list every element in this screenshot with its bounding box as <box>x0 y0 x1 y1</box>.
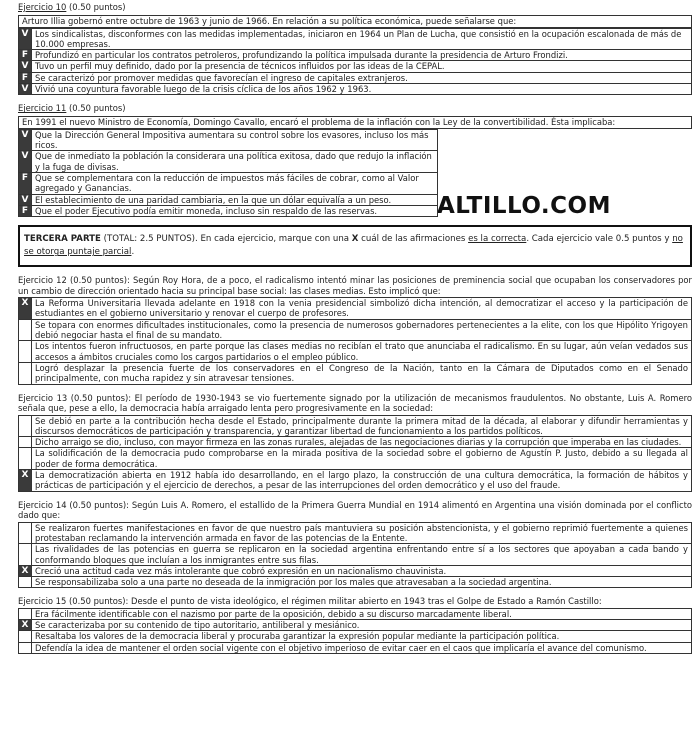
exercise-13-question: (0.50 puntos): El período de 1930-1943 se vio fuertemente signado por la utilización de mecanismos fraudulentos. No obstante, Luis A. Romero señala que, pese a ello, la democracia había arraigado lenta pero progresivamente en la sociedad: <box>18 392 692 414</box>
table-row <box>19 415 692 437</box>
answer-mark[interactable] <box>19 341 32 363</box>
answer-mark[interactable] <box>19 415 32 437</box>
option-text: Los sindicalistas, disconformes con las medidas implementadas, iniciaron en 1964 un Plan de Lucha, que consistió en la ocupación escalonada de más de 10.000 empresas. <box>32 28 692 50</box>
option-text: Tuvo un perfil muy definido, dado por la presencia de técnicos influidos por las ideas de la CEPAL. <box>32 61 692 72</box>
table-row <box>19 194 438 205</box>
table-row <box>19 620 692 631</box>
table-row <box>19 205 438 216</box>
answer-mark[interactable]: V <box>19 83 32 94</box>
table-row <box>19 608 692 619</box>
answer-mark[interactable]: V <box>19 194 32 205</box>
option-text: Dicho arraigo se dio, incluso, con mayor firmeza en las zonas rurales, alejadas de las negociaciones diarias y la corrupción que imperaba en las ciudades. <box>32 437 692 448</box>
answer-mark[interactable]: F <box>19 50 32 61</box>
option-text: Se caracterizó por promover medidas que favorecían el ingreso de capitales extranjeros. <box>32 72 692 83</box>
exercise-14-question: (0.50 puntos): Según Luis A. Romero, el estallido de la Primera Guerra Mundial en 1914 alimentó en Argentina una visión dominada por el conflicto dado que: <box>18 499 692 521</box>
tercera-parte-title: TERCERA PARTE <box>24 234 101 245</box>
table-row <box>19 341 692 363</box>
exercise-15-label: Ejercicio 15 <box>18 596 67 607</box>
answer-mark[interactable] <box>19 448 32 470</box>
option-text: Se responsabilizaba solo a una parte no deseada de la inmigración por los males que atravesaban a la sociedad argentina. <box>32 577 692 588</box>
option-text: Logró desplazar la presencia fuerte de los conservadores en el Congreso de la Nación, tanto en la Cámara de Diputados como en el Senado principalmente, con mucha rapidez y sin atravesar tensiones. <box>32 362 692 384</box>
option-text: Se caracterizaba por su contenido de tipo autoritario, antiliberal y mesiánico. <box>32 620 692 631</box>
exercise-10 <box>18 2 692 95</box>
exercise-15-options <box>18 608 692 654</box>
answer-mark[interactable]: V <box>19 61 32 72</box>
table-row <box>19 362 692 384</box>
table-row <box>19 151 438 173</box>
exercise-11-intro: En 1991 el nuevo Ministro de Economía, Domingo Cavallo, encaró el problema de la inflación con la Ley de la convertibilidad. Ésta implicaba: <box>18 116 692 129</box>
exercise-12-label: Ejercicio 12 <box>18 275 67 286</box>
table-row <box>19 129 438 151</box>
answer-mark[interactable]: F <box>19 205 32 216</box>
option-text: Profundizó en particular los contratos petroleros, profundizando la política impulsada durante la presidencia de Arturo Frondizi. <box>32 50 692 61</box>
table-row <box>19 172 438 194</box>
option-text: Resaltaba los valores de la democracia liberal y procuraba garantizar la expresión popular mediante la participación política. <box>32 631 692 642</box>
answer-mark[interactable]: F <box>19 72 32 83</box>
exercise-13 <box>18 393 692 492</box>
answer-mark[interactable]: V <box>19 28 32 50</box>
exercise-14-options <box>18 522 692 589</box>
answer-mark[interactable]: V <box>19 129 32 151</box>
exercise-14-label: Ejercicio 14 <box>18 499 67 510</box>
answer-mark[interactable]: X <box>19 565 32 576</box>
option-text: Que se complementara con la reducción de impuestos más fáciles de cobrar, como al Valor agregado y Ganancias. <box>32 172 438 194</box>
table-row <box>19 544 692 566</box>
answer-mark[interactable] <box>19 362 32 384</box>
option-text: Se topara con enormes dificultades institucionales, como la presencia de numerosos gobernadores pertenecientes a la elite, con los que Hipólito Yrigoyen debió negociar hasta el final de su mandato. <box>32 319 692 341</box>
option-text: La solidificación de la democracia pudo comprobarse en la mirada positiva de la sociedad sobre el gobierno de Agustín P. Justo, debido a su llegada al poder de forma democrática. <box>32 448 692 470</box>
exercise-10-label: Ejercicio 10 <box>18 2 67 12</box>
table-row <box>19 470 692 492</box>
answer-mark[interactable] <box>19 577 32 588</box>
exercise-11-options <box>18 129 438 217</box>
table-row <box>19 448 692 470</box>
exercise-14 <box>18 500 692 589</box>
answer-mark[interactable] <box>19 631 32 642</box>
table-row <box>19 72 692 83</box>
option-text: Las rivalidades de las potencias en guerra se replicaron en la sociedad argentina enfrentando entre sí a los sectores que apoyaban a cada bando y conformando bloques que incluían a los inmigrantes entre sus filas. <box>32 544 692 566</box>
answer-mark[interactable] <box>19 522 32 544</box>
option-text: El establecimiento de una paridad cambiaria, en la que un dólar equivalía a un peso. <box>32 194 438 205</box>
exercise-12 <box>18 275 692 384</box>
option-text: Que el poder Ejecutivo podía emitir moneda, incluso sin respaldo de las reservas. <box>32 205 438 216</box>
option-text: Se debió en parte a la contribución hecha desde el Estado, principalmente durante la primera mitad de la década, al elaborar y difundir herramientas y discursos democráticos de participación y transparencia, y garantizar libertad de funcionamiento a los partidos políticos. <box>32 415 692 437</box>
option-text: Era fácilmente identificable con el nazismo por parte de la oposición, debido a su discurso marcadamente liberal. <box>32 608 692 619</box>
exercise-15 <box>18 596 692 654</box>
exercise-10-intro: Arturo Illia gobernó entre octubre de 1963 y junio de 1966. En relación a su política económica, puede señalarse que: <box>18 15 692 28</box>
exercise-10-options <box>18 28 692 96</box>
answer-mark[interactable] <box>19 608 32 619</box>
table-row <box>19 50 692 61</box>
table-row <box>19 642 692 653</box>
option-text: La Reforma Universitaria llevada adelante en 1918 con la venia presidencial simbolizó dicha intención, al democratizar el acceso y la participación de estudiantes en el gobierno universitario y renovar el cuerpo de profesores. <box>32 298 692 320</box>
option-text: Se realizaron fuertes manifestaciones en favor de que nuestro país mantuviera su posición abstencionista, y el gobierno reprimió fuertemente a quienes protestaban reclamando la intervención armada en favor de las potencias de la Entente. <box>32 522 692 544</box>
exam-page <box>18 2 692 662</box>
answer-mark[interactable] <box>19 437 32 448</box>
exercise-12-question: (0.50 puntos): Según Roy Hora, de a poco, el radicalismo intentó minar las posiciones de preminencia social que ocupaban los conservadores por un cambio de dirección orientado hacia su principal base social: las clases medias. Esto implicó que: <box>18 275 692 296</box>
exercise-15-question: (0.50 puntos): Desde el punto de vista ideológico, el régimen militar abierto en 1943 tras el Golpe de Estado a Ramón Castillo: <box>66 596 602 607</box>
answer-mark[interactable]: X <box>19 620 32 631</box>
table-row <box>19 319 692 341</box>
answer-mark[interactable] <box>19 544 32 566</box>
table-row <box>19 28 692 50</box>
table-row <box>19 522 692 544</box>
exercise-12-options <box>18 297 692 384</box>
option-text: Defendía la idea de mantener el orden social vigente con el objetivo imperioso de evitar caer en el caos que implicaría el avance del comunismo. <box>32 642 692 653</box>
option-text: Los intentos fueron infructuosos, en parte porque las clases medias no recibían el trato que anunciaba el radicalismo. En su lugar, aún veían vedados sus accesos a ámbitos cruciales como los cargos partidarios o el empleo público. <box>32 341 692 363</box>
table-row <box>19 577 692 588</box>
table-row <box>19 298 692 320</box>
option-text: La democratización abierta en 1912 había ido desarrollando, en el largo plazo, la construcción de una cultura democrática, la formación de hábitos y prácticas de participación y el ejercicio de derechos, a pesar de las interrupciones del orden democrático y el uso del fraude. <box>32 470 692 492</box>
answer-mark[interactable] <box>19 319 32 341</box>
answer-mark[interactable]: V <box>19 151 32 173</box>
table-row <box>19 437 692 448</box>
answer-mark[interactable]: X <box>19 470 32 492</box>
exercise-11 <box>18 103 692 217</box>
altillo-logo: ALTILLO.COM <box>437 193 611 219</box>
answer-mark[interactable]: F <box>19 172 32 194</box>
option-text: Vivió una coyuntura favorable luego de la crisis cíclica de los años 1962 y 1963. <box>32 83 692 94</box>
exercise-13-options <box>18 415 692 492</box>
answer-mark[interactable]: X <box>19 298 32 320</box>
exercise-11-label: Ejercicio 11 <box>18 103 67 114</box>
answer-mark[interactable] <box>19 642 32 653</box>
tercera-parte-instructions: TERCERA PARTE (TOTAL: 2.5 PUNTOS). En cada ejercicio, marque con una X cuál de las afirmaciones es la correcta. Cada ejercicio vale 0.5 puntos y no se otorga puntaje parcial. <box>18 225 692 267</box>
exercise-13-label: Ejercicio 13 <box>18 392 68 403</box>
table-row <box>19 565 692 576</box>
option-text: Creció una actitud cada vez más intolerante que cobró expresión en un nacionalismo chauvinista. <box>32 565 692 576</box>
exercise-11-points: (0.50 puntos) <box>66 103 126 114</box>
table-row <box>19 83 692 94</box>
option-text: Que de inmediato la población la considerara una política exitosa, dado que redujo la inflación y la fuga de divisas. <box>32 151 438 173</box>
table-row <box>19 61 692 72</box>
exercise-10-points: (0.50 puntos) <box>66 2 126 12</box>
option-text: Que la Dirección General Impositiva aumentara su control sobre los evasores, incluso los más ricos. <box>32 129 438 151</box>
table-row <box>19 631 692 642</box>
